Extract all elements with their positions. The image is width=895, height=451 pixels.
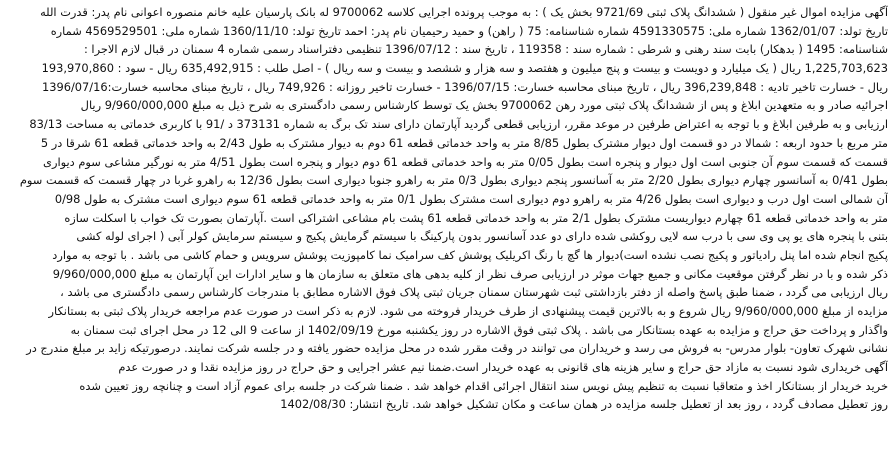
notice-line: متر مربع با حدود اربعه : شمالا در دو قسمت اول دیوار مشترک بطول 8/85 متر به واحد خدماتی قطعه 61 دوم به دیوار مشترک به طول 2/43 به واحد خدماتی قطعه 61 شرقا در 5 bbox=[40, 135, 888, 150]
notice-line: ارزیابی و به طرفین ابلاغ و با توجه به اعتراض طرفین در موعد مقرر، ارزیابی قطعی گردید آپارتمان دارای سند تک برگ به شماره 373131 د /91 با کاربری خدماتی به مساحت 83/13 bbox=[29, 117, 888, 132]
notice-line: 1,225,703,623 ریال ( یک میلیارد و دویست و بیست و پنج میلیون و هفتصد و سه هزار و ششصد و بیست و سه ریال ) - اصل طلب : 635,492,915 ریال - سود : 193,970,860 bbox=[41, 61, 888, 76]
notice-line: بطول 0/41 به آسانسور چهارم دیواری بطول 2/20 متر به آسانسور پنجم دیواری بطول 0/3 متر به راهرو جنوبا دیواری است بطول 12/36 به راهرو غربا در چهار قسمت که قسمت سوم bbox=[19, 173, 888, 188]
notice-line: روز تعطیل مصادف گردد ، روز بعد از تعطیل جلسه مزایده در همان ساعت و مکان تشکیل خواهد شد. تاریخ انتشار: 1402/08/30 bbox=[280, 397, 888, 412]
notice-line: شناسنامه: 1495 ( بدهکار) بابت سند رهنی و شرطی : شماره سند : 119358 ، تاریخ سند : 1396/07/12 تنظیمی دفتراسناد رسمی شماره 4 سمنان در قبال لازم الاجرا : bbox=[83, 42, 888, 57]
notice-line: آگهی خریداری شود نسبت به مازاد حق حراج و سایر هزینه های قانونی به عهده خریدار است.ضمنا نیم عشر اجرایی و حق حراج در روز مزایده نقدا و در صورت عدم bbox=[118, 360, 888, 375]
notice-line: خرید خریدار از بستانکار اخذ و متعاقبا نسبت به تنظیم پیش نویس سند انتقال اجرائی اقدام خواهد شد . ضمنا شرکت در جلسه برای عموم آزاد است و چنانچه روز تعیین شده bbox=[79, 378, 888, 393]
notice-line: نشانی شهرک تعاون- بلوار مدرس- به فروش می رسد و خریداران می توانند در وقت مقرر شده در محل مزایده حضور یافته و در جلسه شرکت نمایند. درصورتیکه زاید بر مبلغ مندرج در bbox=[26, 341, 888, 356]
notice-line: بتنی با پنجره های یو پی وی سی با درب سه لایی روکشی شده دارای دو عدد آسانسور بدون پارکینگ با سیستم گرمایش پکیج و سیستم سرمایش کولر آبی ( اجرای لوله کشی bbox=[76, 229, 888, 244]
notice-line: تاریخ تولد: 1362/01/07 شماره ملی: 4591330575 شماره شناسنامه: 75 ( راهن) و حمید رحیمیان نام پدر: احمد تاریخ تولد: 1360/11/10 شماره ملی: 4569529501 شماره bbox=[50, 23, 888, 38]
notice-line: ریال ارزیابی می گردد ، ضمنا طبق پاسخ واصله از دفتر بازداشتی ثبت شهرستان سمنان جریان ثبتی پلاک فوق الاشاره مطابق با مندرجات کارشناس رسمی دادگستری می باشد ، bbox=[60, 285, 888, 300]
notice-line: پکیج انجام شده اما پنل رادیاتور و پکیج نصب نشده است)دیوار ها گچ با رنگ اکریلیک پوشش کف سرامیک نما کامپوزیت پوشش سرویس و حمام کاشی می باشد . با توجه به موارد bbox=[52, 247, 888, 262]
notice-line: آگهی مزایده اموال غیر منقول ( ششدانگ پلاک ثبتی 9721/69 بخش یک ) : به موجب پرونده اجرایی کلاسه 9700062 له بانک پارسیان علیه خانم منصوره اعوانی نام پدر: قدرت الله bbox=[40, 5, 888, 19]
notice-line: متر به واحد خدماتی قطعه 61 چهارم دیواریست مشترک بطول 2/1 متر به واحد خدماتی قطعه 61 پشت بام مشاعی اشتراکی است .آپارتمان بصورت تک خواب با اسکلت سازه bbox=[64, 210, 888, 225]
notice-line: مزایده از مبلغ 9/960/000,000 ریال شروع و به بالاترین قیمت پیشنهادی از طرف خریدار فروخته می شود. لازم به ذکر است در صورت عدم مراجعه خریدار پلاک ثبتی به بستانکار bbox=[48, 304, 888, 318]
notice-line: اجرائیه صادر و به متعهدین ابلاغ و پس از ششدانگ پلاک ثبتی مورد رهن 9700062 بخش یک توسط کارشناس رسمی دادگستری به شرح ذیل به مبلغ 9/960/000,000 ریال bbox=[80, 98, 888, 113]
notice-line: قسمت که قسمت سوم آن جنوبی است اول دیوار و پنجره است بطول 0/05 متر به واحد خدماتی قطعه 61 دوم دیوار و پنجره است بطول 4/51 متر به نورگیر مشاعی سوم دیواری bbox=[43, 154, 888, 169]
notice-line: ذکر شده و با در نظر گرفتن موقعیت مکانی و جمیع جهات موثر در ارزیابی صرف نظر از کلیه بدهی های متعلق به سازمان ها و سایر ادارات این آپارتمان به مبلغ 9/960/000,000 bbox=[52, 266, 888, 281]
notice-line: آن شمالی است اول درب و دیواری است بطول 4/26 متر به راهرو دوم دیواری است مشترک بطول 0/1 متر به واحد خدماتی قطعه 61 سوم دیواری است مشترک به طول 0/98 bbox=[54, 191, 888, 206]
notice-line: ریال - خسارت تاخیر تادیه : 396,239,848 ریال ، تاریخ مبنای محاسبه خسارت: 1396/07/15 - خسارت تاخیر روزانه : 749,926 ریال ، تاریخ مبنای محاسبه خسارت:1396/07/16 bbox=[41, 79, 888, 94]
notice-line: واگذار و پرداخت حق حراج و مزایده به عهده بستانکار می باشد . پلاک ثبتی فوق الاشاره در روز یکشنبه مورخ 1402/09/19 از ساعت 9 الی 12 در محل اجرای ثبت سمنان به bbox=[70, 322, 888, 337]
